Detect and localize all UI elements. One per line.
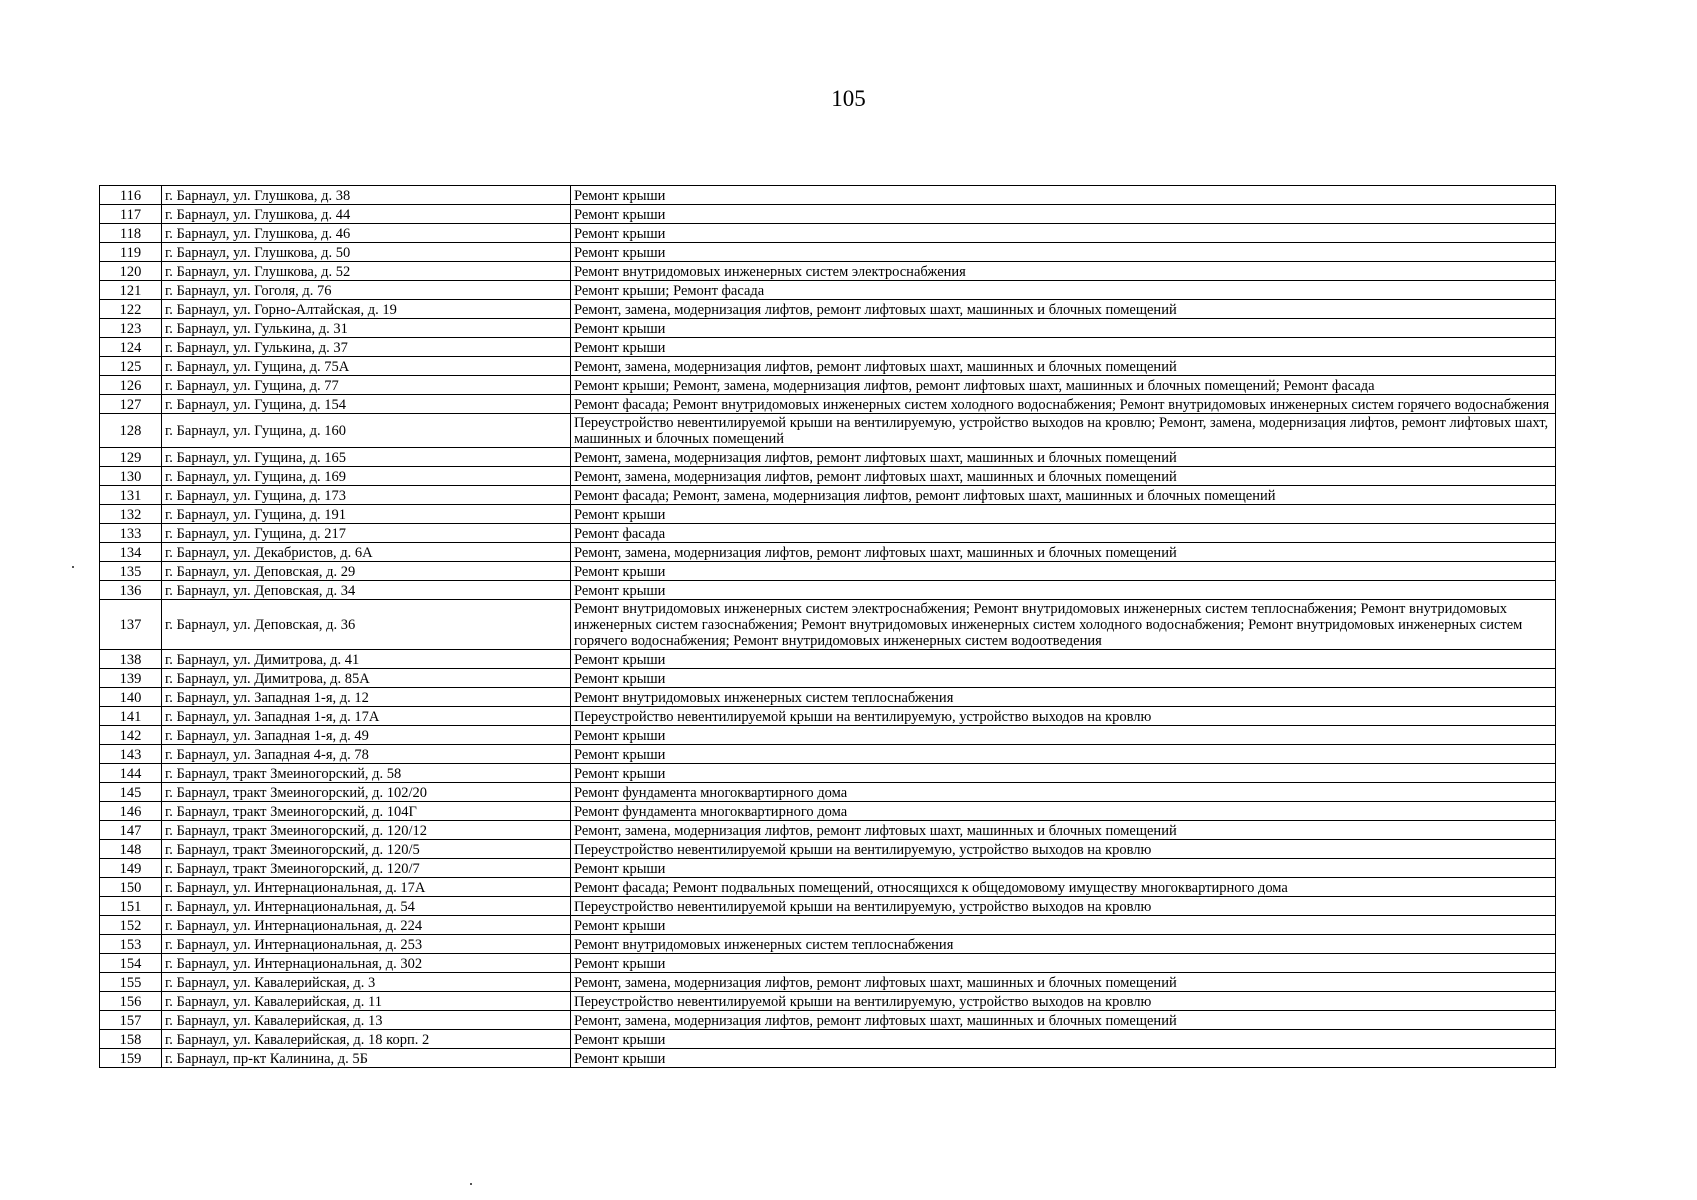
row-number-cell: 133 [100,524,162,543]
table-row [100,745,1556,764]
work-type-cell: Ремонт крыши; Ремонт, замена, модернизация лифтов, ремонт лифтовых шахт, машинных и блочных помещений; Ремонт фасада [571,376,1556,395]
address-cell: г. Барнаул, ул. Глушкова, д. 46 [162,224,571,243]
table-row [100,802,1556,821]
scan-speck [470,1183,472,1185]
address-cell: г. Барнаул, ул. Гущина, д. 75А [162,357,571,376]
work-type-cell: Ремонт крыши; Ремонт фасада [571,281,1556,300]
work-type-cell: Ремонт крыши [571,650,1556,669]
table-row [100,935,1556,954]
table-row [100,376,1556,395]
row-number-cell: 132 [100,505,162,524]
table-row [100,505,1556,524]
row-number-cell: 142 [100,726,162,745]
work-type-cell: Ремонт фасада; Ремонт подвальных помещений, относящихся к общедомовому имуществу многоквартирного дома [571,878,1556,897]
work-type-cell: Ремонт внутридомовых инженерных систем теплоснабжения [571,688,1556,707]
row-number-cell: 124 [100,338,162,357]
work-type-cell: Ремонт крыши [571,338,1556,357]
address-cell: г. Барнаул, ул. Гущина, д. 191 [162,505,571,524]
row-number-cell: 149 [100,859,162,878]
table-row [100,357,1556,376]
table-row [100,783,1556,802]
address-cell: г. Барнаул, ул. Горно-Алтайская, д. 19 [162,300,571,319]
address-cell: г. Барнаул, ул. Гулькина, д. 31 [162,319,571,338]
row-number-cell: 120 [100,262,162,281]
table-row [100,707,1556,726]
row-number-cell: 148 [100,840,162,859]
work-type-cell: Ремонт крыши [571,562,1556,581]
row-number-cell: 128 [100,414,162,448]
work-type-cell: Переустройство невентилируемой крыши на вентилируемую, устройство выходов на кровлю [571,992,1556,1011]
table-row [100,992,1556,1011]
address-cell: г. Барнаул, ул. Западная 4-я, д. 78 [162,745,571,764]
work-type-cell: Ремонт крыши [571,581,1556,600]
address-cell: г. Барнаул, ул. Декабристов, д. 6А [162,543,571,562]
address-cell: г. Барнаул, ул. Димитрова, д. 41 [162,650,571,669]
address-cell: г. Барнаул, ул. Кавалерийская, д. 3 [162,973,571,992]
work-type-cell: Переустройство невентилируемой крыши на вентилируемую, устройство выходов на кровлю [571,840,1556,859]
work-type-cell: Переустройство невентилируемой крыши на вентилируемую, устройство выходов на кровлю; Ремонт, замена, модернизация лифтов, ремонт лифтовых шахт, машинных и блочных помещений [571,414,1556,448]
address-cell: г. Барнаул, ул. Гущина, д. 160 [162,414,571,448]
row-number-cell: 153 [100,935,162,954]
work-type-cell: Ремонт фасада; Ремонт, замена, модернизация лифтов, ремонт лифтовых шахт, машинных и блочных помещений [571,486,1556,505]
row-number-cell: 118 [100,224,162,243]
repair-table-container [99,185,1556,1068]
table-row [100,600,1556,650]
row-number-cell: 140 [100,688,162,707]
row-number-cell: 123 [100,319,162,338]
table-row [100,669,1556,688]
work-type-cell: Ремонт, замена, модернизация лифтов, ремонт лифтовых шахт, машинных и блочных помещений [571,357,1556,376]
table-row [100,1049,1556,1068]
address-cell: г. Барнаул, тракт Змеиногорский, д. 120/5 [162,840,571,859]
address-cell: г. Барнаул, ул. Димитрова, д. 85А [162,669,571,688]
row-number-cell: 125 [100,357,162,376]
row-number-cell: 117 [100,205,162,224]
table-row [100,973,1556,992]
work-type-cell: Ремонт крыши [571,764,1556,783]
table-row [100,821,1556,840]
table-row [100,186,1556,205]
address-cell: г. Барнаул, ул. Интернациональная, д. 17А [162,878,571,897]
address-cell: г. Барнаул, ул. Глушкова, д. 50 [162,243,571,262]
work-type-cell: Ремонт крыши [571,1049,1556,1068]
table-row [100,878,1556,897]
address-cell: г. Барнаул, ул. Глушкова, д. 38 [162,186,571,205]
work-type-cell: Ремонт внутридомовых инженерных систем теплоснабжения [571,935,1556,954]
address-cell: г. Барнаул, тракт Змеиногорский, д. 102/20 [162,783,571,802]
row-number-cell: 135 [100,562,162,581]
table-row [100,1030,1556,1049]
table-row [100,650,1556,669]
address-cell: г. Барнаул, ул. Гущина, д. 77 [162,376,571,395]
table-row [100,243,1556,262]
address-cell: г. Барнаул, ул. Кавалерийская, д. 18 корп. 2 [162,1030,571,1049]
table-row [100,300,1556,319]
repair-table [99,185,1556,1068]
table-row [100,916,1556,935]
row-number-cell: 145 [100,783,162,802]
work-type-cell: Ремонт крыши [571,186,1556,205]
scan-speck [72,566,74,568]
table-row [100,840,1556,859]
table-row [100,688,1556,707]
row-number-cell: 139 [100,669,162,688]
work-type-cell: Ремонт крыши [571,954,1556,973]
work-type-cell: Ремонт крыши [571,1030,1556,1049]
work-type-cell: Ремонт фундамента многоквартирного дома [571,783,1556,802]
address-cell: г. Барнаул, ул. Западная 1-я, д. 17А [162,707,571,726]
table-row [100,486,1556,505]
table-row [100,224,1556,243]
work-type-cell: Ремонт фасада [571,524,1556,543]
table-row [100,1011,1556,1030]
address-cell: г. Барнаул, ул. Глушкова, д. 44 [162,205,571,224]
work-type-cell: Ремонт, замена, модернизация лифтов, ремонт лифтовых шахт, машинных и блочных помещений [571,467,1556,486]
work-type-cell: Переустройство невентилируемой крыши на вентилируемую, устройство выходов на кровлю [571,897,1556,916]
row-number-cell: 137 [100,600,162,650]
work-type-cell: Переустройство невентилируемой крыши на вентилируемую, устройство выходов на кровлю [571,707,1556,726]
address-cell: г. Барнаул, ул. Глушкова, д. 52 [162,262,571,281]
table-row [100,562,1556,581]
row-number-cell: 158 [100,1030,162,1049]
address-cell: г. Барнаул, ул. Деповская, д. 29 [162,562,571,581]
work-type-cell: Ремонт крыши [571,916,1556,935]
row-number-cell: 159 [100,1049,162,1068]
table-row [100,338,1556,357]
address-cell: г. Барнаул, ул. Кавалерийская, д. 13 [162,1011,571,1030]
address-cell: г. Барнаул, ул. Интернациональная, д. 253 [162,935,571,954]
address-cell: г. Барнаул, тракт Змеиногорский, д. 120/7 [162,859,571,878]
row-number-cell: 155 [100,973,162,992]
address-cell: г. Барнаул, ул. Гущина, д. 154 [162,395,571,414]
row-number-cell: 138 [100,650,162,669]
page-number: 105 [831,86,866,111]
address-cell: г. Барнаул, ул. Деповская, д. 34 [162,581,571,600]
work-type-cell: Ремонт крыши [571,224,1556,243]
address-cell: г. Барнаул, ул. Кавалерийская, д. 11 [162,992,571,1011]
work-type-cell: Ремонт крыши [571,319,1556,338]
table-row [100,764,1556,783]
row-number-cell: 141 [100,707,162,726]
row-number-cell: 156 [100,992,162,1011]
address-cell: г. Барнаул, ул. Гущина, д. 173 [162,486,571,505]
row-number-cell: 147 [100,821,162,840]
work-type-cell: Ремонт крыши [571,669,1556,688]
work-type-cell: Ремонт, замена, модернизация лифтов, ремонт лифтовых шахт, машинных и блочных помещений [571,1011,1556,1030]
row-number-cell: 127 [100,395,162,414]
address-cell: г. Барнаул, пр-кт Калинина, д. 5Б [162,1049,571,1068]
work-type-cell: Ремонт крыши [571,745,1556,764]
address-cell: г. Барнаул, ул. Гулькина, д. 37 [162,338,571,357]
row-number-cell: 152 [100,916,162,935]
table-row [100,524,1556,543]
table-row [100,954,1556,973]
work-type-cell: Ремонт фасада; Ремонт внутридомовых инженерных систем холодного водоснабжения; Ремонт внутридомовых инженерных систем горячего водоснабжения [571,395,1556,414]
table-row [100,448,1556,467]
table-row [100,281,1556,300]
table-row [100,414,1556,448]
address-cell: г. Барнаул, ул. Деповская, д. 36 [162,600,571,650]
table-row [100,262,1556,281]
row-number-cell: 129 [100,448,162,467]
table-row [100,726,1556,745]
work-type-cell: Ремонт крыши [571,859,1556,878]
work-type-cell: Ремонт, замена, модернизация лифтов, ремонт лифтовых шахт, машинных и блочных помещений [571,300,1556,319]
table-body [100,186,1556,1068]
table-row [100,395,1556,414]
address-cell: г. Барнаул, тракт Змеиногорский, д. 58 [162,764,571,783]
row-number-cell: 122 [100,300,162,319]
address-cell: г. Барнаул, тракт Змеиногорский, д. 120/12 [162,821,571,840]
work-type-cell: Ремонт крыши [571,726,1556,745]
row-number-cell: 157 [100,1011,162,1030]
table-row [100,543,1556,562]
row-number-cell: 143 [100,745,162,764]
work-type-cell: Ремонт, замена, модернизация лифтов, ремонт лифтовых шахт, машинных и блочных помещений [571,448,1556,467]
address-cell: г. Барнаул, ул. Интернациональная, д. 54 [162,897,571,916]
row-number-cell: 126 [100,376,162,395]
row-number-cell: 144 [100,764,162,783]
row-number-cell: 146 [100,802,162,821]
work-type-cell: Ремонт, замена, модернизация лифтов, ремонт лифтовых шахт, машинных и блочных помещений [571,543,1556,562]
row-number-cell: 136 [100,581,162,600]
address-cell: г. Барнаул, ул. Западная 1-я, д. 49 [162,726,571,745]
row-number-cell: 130 [100,467,162,486]
table-row [100,859,1556,878]
address-cell: г. Барнаул, тракт Змеиногорский, д. 104Г [162,802,571,821]
work-type-cell: Ремонт внутридомовых инженерных систем электроснабжения; Ремонт внутридомовых инженерных систем теплоснабжения; Ремонт внутридомовых инженерных систем газоснабжения; Ремонт внутридомовых инженерных систем холодного водоснабжения; Ремонт внутридомовых инженерных систем горячего водоснабжения; Ремонт внутридомовых инженерных систем водоотведения [571,600,1556,650]
address-cell: г. Барнаул, ул. Западная 1-я, д. 12 [162,688,571,707]
row-number-cell: 119 [100,243,162,262]
work-type-cell: Ремонт крыши [571,205,1556,224]
work-type-cell: Ремонт внутридомовых инженерных систем электроснабжения [571,262,1556,281]
table-row [100,467,1556,486]
address-cell: г. Барнаул, ул. Гущина, д. 217 [162,524,571,543]
address-cell: г. Барнаул, ул. Гущина, д. 169 [162,467,571,486]
table-row [100,581,1556,600]
row-number-cell: 131 [100,486,162,505]
address-cell: г. Барнаул, ул. Гущина, д. 165 [162,448,571,467]
row-number-cell: 116 [100,186,162,205]
address-cell: г. Барнаул, ул. Интернациональная, д. 224 [162,916,571,935]
work-type-cell: Ремонт, замена, модернизация лифтов, ремонт лифтовых шахт, машинных и блочных помещений [571,973,1556,992]
row-number-cell: 121 [100,281,162,300]
row-number-cell: 151 [100,897,162,916]
table-row [100,319,1556,338]
address-cell: г. Барнаул, ул. Гоголя, д. 76 [162,281,571,300]
row-number-cell: 150 [100,878,162,897]
table-row [100,897,1556,916]
row-number-cell: 134 [100,543,162,562]
work-type-cell: Ремонт, замена, модернизация лифтов, ремонт лифтовых шахт, машинных и блочных помещений [571,821,1556,840]
work-type-cell: Ремонт фундамента многоквартирного дома [571,802,1556,821]
row-number-cell: 154 [100,954,162,973]
address-cell: г. Барнаул, ул. Интернациональная, д. 302 [162,954,571,973]
work-type-cell: Ремонт крыши [571,243,1556,262]
work-type-cell: Ремонт крыши [571,505,1556,524]
table-row [100,205,1556,224]
